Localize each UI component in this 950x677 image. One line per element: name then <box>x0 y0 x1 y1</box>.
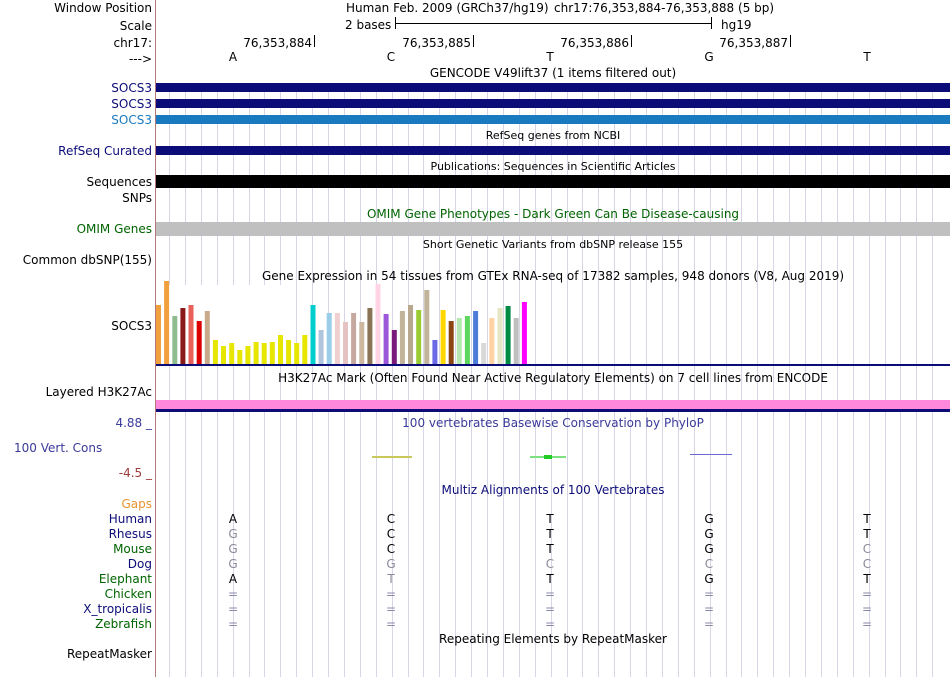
label-gencode-socs3-3[interactable]: SOCS3 <box>111 113 152 127</box>
coord-tick-2 <box>473 35 474 47</box>
alignment-base-zebrafish: = <box>227 617 239 631</box>
label-species-rhesus[interactable]: Rhesus <box>108 527 152 541</box>
dna-base-2: C <box>386 50 396 64</box>
coord-label-2: 76,353,885 <box>402 36 471 50</box>
label-layered-h3k27ac[interactable]: Layered H3K27Ac <box>45 385 152 399</box>
alignment-base-elephant: T <box>863 572 871 586</box>
h3k27ac-baseline <box>156 409 950 412</box>
h3k27ac-signal[interactable] <box>156 400 950 409</box>
label-window-position[interactable]: Window Position <box>54 1 152 15</box>
refseq-track-title: RefSeq genes from NCBI <box>485 129 621 142</box>
gtex-tissue-bar[interactable] <box>416 310 421 364</box>
alignment-base-dog: C <box>862 557 872 571</box>
gtex-tissue-bar[interactable] <box>384 314 389 364</box>
dna-base-4: G <box>704 50 714 64</box>
alignment-base-chicken: = <box>385 587 397 601</box>
phylop-min-label: -4.5 _ <box>118 466 152 480</box>
alignment-base-elephant: A <box>228 572 238 586</box>
label-species-human[interactable]: Human <box>108 512 152 526</box>
gtex-tissue-bar[interactable] <box>522 302 527 364</box>
refseq-feature-socs3[interactable] <box>156 146 950 155</box>
alignment-base-human: A <box>228 512 238 526</box>
alignment-base-mouse: C <box>862 542 872 556</box>
alignment-base-dog: G <box>386 557 396 571</box>
alignment-base-rhesus: G <box>704 527 714 541</box>
alignment-base-dog: C <box>704 557 714 571</box>
gtex-track-title: Gene Expression in 54 tissues from GTEx RNA-seq of 17382 samples, 948 donors (V8, Aug 2019) <box>261 269 845 283</box>
label-repeatmasker[interactable]: RepeatMasker <box>66 647 152 661</box>
label-snps[interactable]: SNPs <box>122 191 152 205</box>
dna-base-1: A <box>228 50 238 64</box>
gtex-tissue-bar[interactable] <box>457 318 462 364</box>
publications-sequence-feature[interactable] <box>156 175 950 188</box>
label-sequences[interactable]: Sequences <box>86 175 152 189</box>
alignment-base-human: T <box>863 512 871 526</box>
scale-db-text: hg19 <box>721 18 752 32</box>
gencode-feature-socs3-2[interactable] <box>156 99 950 108</box>
dna-base-3: T <box>546 50 554 64</box>
scale-bar <box>395 23 711 24</box>
gtex-tissue-bar[interactable] <box>367 308 372 364</box>
label-omim-genes[interactable]: OMIM Genes <box>76 222 152 236</box>
window-position-text: chr17:76,353,884-76,353,888 (5 bp) <box>554 1 775 15</box>
coord-tick-3 <box>631 35 632 47</box>
label-gencode-socs3-2[interactable]: SOCS3 <box>111 97 152 111</box>
alignment-base-mouse: G <box>228 542 238 556</box>
coord-label-1: 76,353,884 <box>243 36 312 50</box>
repeatmasker-track-title: Repeating Elements by RepeatMasker <box>439 632 667 646</box>
alignment-base-zebrafish: = <box>703 617 715 631</box>
gencode-feature-socs3-3[interactable] <box>156 115 950 124</box>
label-gtex-socs3[interactable]: SOCS3 <box>111 319 152 333</box>
omim-track-title: OMIM Gene Phenotypes - Dark Green Can Be Disease-causing <box>366 207 740 221</box>
gtex-tissue-bar[interactable] <box>400 311 405 364</box>
alignment-base-rhesus: C <box>386 527 396 541</box>
alignment-base-xtrop: = <box>385 602 397 616</box>
alignment-base-human: C <box>386 512 396 526</box>
alignment-base-elephant: T <box>546 572 554 586</box>
multiz-track-title: Multiz Alignments of 100 Vertebrates <box>441 483 665 497</box>
label-species-x-tropicalis[interactable]: X_tropicalis <box>83 602 152 616</box>
alignment-base-elephant: G <box>704 572 714 586</box>
alignment-base-mouse: C <box>386 542 396 556</box>
alignment-base-rhesus: T <box>546 527 554 541</box>
gtex-bar-backdrop <box>162 285 294 365</box>
gencode-track-title: GENCODE V49lift37 (1 items filtered out) <box>429 66 677 80</box>
alignment-base-xtrop: = <box>861 602 873 616</box>
alignment-base-zebrafish: = <box>861 617 873 631</box>
phylop-score-4 <box>690 454 732 455</box>
alignment-base-xtrop: = <box>227 602 239 616</box>
label-scale[interactable]: Scale <box>119 19 152 33</box>
alignment-base-chicken: = <box>227 587 239 601</box>
alignment-base-chicken: = <box>703 587 715 601</box>
alignment-base-dog: C <box>545 557 555 571</box>
scale-text: 2 bases <box>345 18 392 32</box>
alignment-base-rhesus: T <box>863 527 871 541</box>
gtex-tissue-bar[interactable] <box>465 316 470 364</box>
alignment-base-chicken: = <box>861 587 873 601</box>
label-species-zebrafish[interactable]: Zebrafish <box>95 617 152 631</box>
label-species-chicken[interactable]: Chicken <box>104 587 152 601</box>
alignment-base-human: G <box>704 512 714 526</box>
coord-label-4: 76,353,887 <box>719 36 788 50</box>
alignment-base-dog: G <box>228 557 238 571</box>
label-gencode-socs3-1[interactable]: SOCS3 <box>111 81 152 95</box>
gtex-tissue-bar[interactable] <box>506 306 511 364</box>
alignment-base-mouse: G <box>704 542 714 556</box>
label-gaps[interactable]: Gaps <box>121 497 152 511</box>
label-common-dbsnp[interactable]: Common dbSNP(155) <box>22 253 152 267</box>
phylop-score-1 <box>372 456 412 458</box>
gtex-tissue-bar[interactable] <box>481 343 486 364</box>
alignment-base-xtrop: = <box>544 602 556 616</box>
omim-gene-feature[interactable] <box>156 222 950 236</box>
alignment-base-human: T <box>546 512 554 526</box>
phylop-track-title: 100 vertebrates Basewise Conservation by PhyloP <box>402 416 704 430</box>
label-species-mouse[interactable]: Mouse <box>113 542 152 556</box>
coord-tick-4 <box>790 35 791 47</box>
gtex-tissue-bar[interactable] <box>449 321 454 364</box>
gtex-tissue-bar[interactable] <box>441 310 446 364</box>
label-species-dog[interactable]: Dog <box>127 557 152 571</box>
alignment-base-xtrop: = <box>703 602 715 616</box>
gtex-tissue-bar[interactable] <box>319 330 324 364</box>
gtex-tissue-bar[interactable] <box>514 318 519 364</box>
dna-base-5: T <box>863 50 871 64</box>
alignment-base-chicken: = <box>544 587 556 601</box>
alignment-base-mouse: T <box>546 542 554 556</box>
publications-track-title: Publications: Sequences in Scientific Articles <box>430 160 676 173</box>
h3k27ac-track-title: H3K27Ac Mark (Often Found Near Active Regulatory Elements) on 7 cell lines from ENCODE <box>278 371 828 385</box>
alignment-base-zebrafish: = <box>544 617 556 631</box>
label-100-vert-cons[interactable]: 100 Vert. Cons <box>14 441 103 455</box>
scale-right-tick <box>711 17 712 29</box>
coord-label-3: 76,353,886 <box>560 36 629 50</box>
assembly-name: Human Feb. 2009 (GRCh37/hg19) <box>346 1 549 15</box>
label-species-elephant[interactable]: Elephant <box>98 572 152 586</box>
gencode-feature-socs3-1[interactable] <box>156 83 950 92</box>
alignment-base-zebrafish: = <box>385 617 397 631</box>
label-strand-arrow[interactable]: ---> <box>128 52 152 66</box>
gtex-tissue-bar[interactable] <box>489 318 494 364</box>
gtex-tissue-bar[interactable] <box>156 305 161 364</box>
gtex-tissue-bar[interactable] <box>351 313 356 364</box>
gtex-tissue-bar[interactable] <box>335 313 340 364</box>
phylop-max-label: 4.88 _ <box>115 416 152 430</box>
gtex-tissue-bar[interactable] <box>302 335 307 364</box>
label-chrom[interactable]: chr17: <box>113 36 152 50</box>
gtex-baseline <box>156 364 950 366</box>
gtex-tissue-bar[interactable] <box>424 290 429 364</box>
gtex-tissue-bar[interactable] <box>432 340 437 364</box>
dbsnp-track-title: Short Genetic Variants from dbSNP release 155 <box>422 238 684 251</box>
alignment-base-elephant: T <box>387 572 395 586</box>
gtex-tissue-bar[interactable] <box>473 311 478 364</box>
coord-tick-1 <box>314 35 315 47</box>
gtex-tissue-bar[interactable] <box>498 308 503 364</box>
phylop-score-3 <box>544 455 552 459</box>
alignment-base-rhesus: G <box>228 527 238 541</box>
label-refseq-curated[interactable]: RefSeq Curated <box>58 144 152 158</box>
